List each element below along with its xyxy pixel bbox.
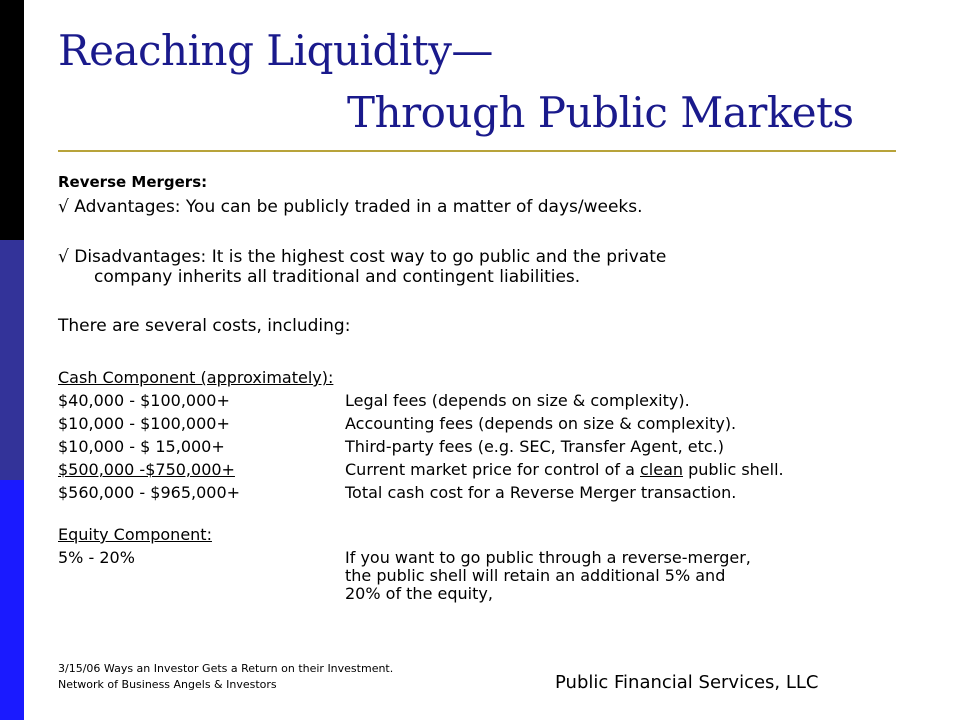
footer-organization: Network of Business Angels & Investors [58,678,277,691]
cash-total-amount: $560,000 - $965,000+ [58,483,241,502]
cash-total-desc: Total cash cost for a Reverse Merger transaction. [345,483,737,502]
cash-desc-pre: Current market price for control of a [345,460,640,479]
cash-amount: $500,000 -$750,000+ [58,460,235,479]
footer-company: Public Financial Services, LLC [555,672,819,693]
left-bar-black [0,0,24,240]
equity-range: 5% - 20% [58,548,135,567]
disadvantages-text-line1: √ Disadvantages: It is the highest cost way to go public and the private [58,247,667,267]
section-heading: Reverse Mergers: [58,173,208,191]
footer-date-topic: 3/15/06 Ways an Investor Gets a Return on their Investment. [58,662,394,675]
cash-desc-post: public shell. [683,460,784,479]
clean-underlined: clean [639,460,684,479]
left-bar-navy [0,240,24,480]
slide-title-line2: Through Public Markets [347,88,854,137]
slide-title-line1: Reaching Liquidity— [58,26,493,75]
equity-desc-line2: the public shell will retain an additional 5% and [345,566,726,585]
cash-desc: Third-party fees (e.g. SEC, Transfer Agent, etc.) [345,437,724,456]
disadvantages-text-line2: company inherits all traditional and contingent liabilities. [94,267,581,287]
equity-desc-line1: If you want to go public through a reverse-merger, [345,548,751,567]
cash-amount: $10,000 - $100,000+ [58,414,230,433]
cash-component-heading: Cash Component (approximately): [58,368,334,387]
cash-desc [345,460,784,479]
equity-component-heading: Equity Component: [58,525,212,544]
cash-amount: $10,000 - $ 15,000+ [58,437,225,456]
equity-desc-line3: 20% of the equity, [345,584,493,603]
cash-desc: Accounting fees (depends on size & complexity). [345,414,737,433]
left-bar-blue [0,480,24,720]
cash-desc: Legal fees (depends on size & complexity). [345,391,690,410]
advantages-text: √ Advantages: You can be publicly traded in a matter of days/weeks. [58,197,643,217]
costs-intro: There are several costs, including: [58,316,351,336]
title-divider [58,150,896,152]
cash-amount: $40,000 - $100,000+ [58,391,230,410]
